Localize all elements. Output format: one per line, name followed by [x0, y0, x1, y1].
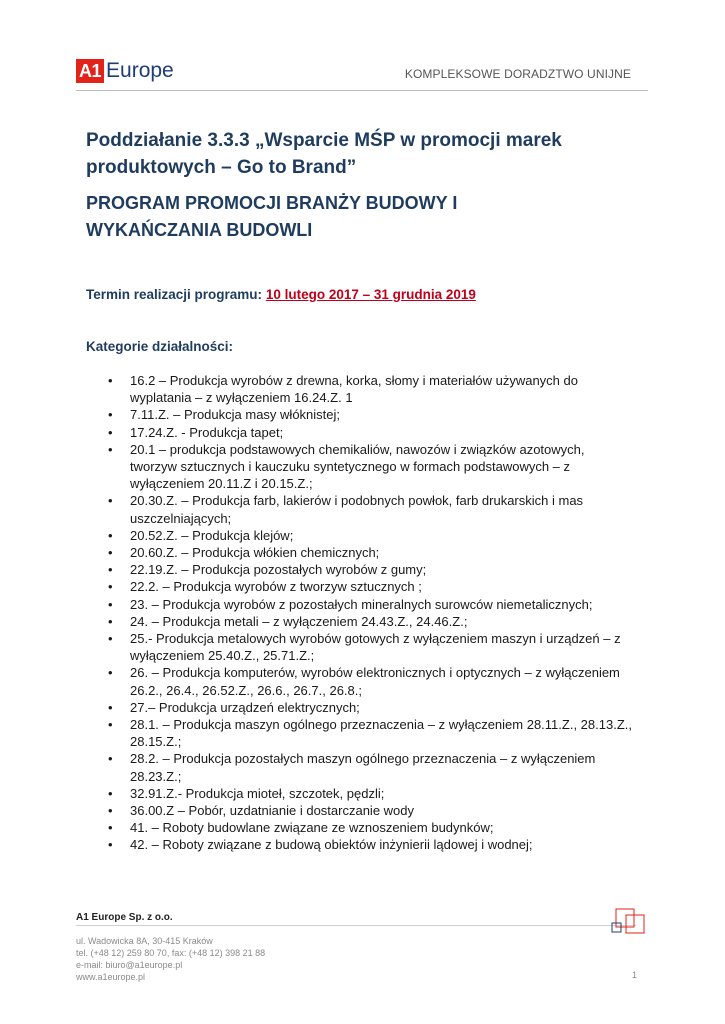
footer-squares-logo-icon [610, 907, 650, 937]
list-item: • 16.2 – Produkcja wyrobów z drewna, korka, słomy i materiałów używanych do wyplatania – z wyłączeniem 16.24.Z. 1 [130, 372, 635, 406]
list-item: • 7.11.Z. – Produkcja masy włóknistej; [130, 406, 635, 423]
logo-mark: A1 [76, 59, 104, 83]
term-dates: 10 lutego 2017 – 31 grudnia 2019 [265, 287, 476, 302]
categories-list [130, 372, 635, 854]
categories-heading: Kategorie działalności: [86, 339, 234, 354]
list-item: • 20.52.Z. – Produkcja klejów; [130, 527, 635, 544]
list-item: • 23. – Produkcja wyrobów z pozostałych mineralnych surowców niemetalicznych; [130, 596, 635, 613]
list-item: • 22.2. – Produkcja wyrobów z tworzyw sztucznych ; [130, 578, 635, 595]
header-divider [76, 90, 648, 91]
list-item: • 20.60.Z. – Produkcja włókien chemicznych; [130, 544, 635, 561]
program-term [86, 287, 476, 302]
list-item: • 25.- Produkcja metalowych wyrobów gotowych z wyłączeniem maszyn i urządzeń – z wyłączeniem 25.40.Z., 25.71.Z.; [130, 630, 635, 664]
list-item: • 28.1. – Produkcja maszyn ogólnego przeznaczenia – z wyłączeniem 28.11.Z., 28.13.Z., 28.15.Z.; [130, 716, 635, 750]
list-item: • 20.1 – produkcja podstawowych chemikaliów, nawozów i związków azotowych, tworzyw sztucznych i kauczuku syntetycznego w formach podstawowych – z wyłączeniem 20.11.Z i 20.15.Z.; [130, 441, 635, 493]
list-item: • 24. – Produkcja metali – z wyłączeniem 24.43.Z., 24.46.Z.; [130, 613, 635, 630]
footer-website[interactable]: www.a1europe.pl [76, 972, 146, 982]
term-label: Termin realizacji programu: [86, 287, 263, 302]
header-tagline: KOMPLEKSOWE DORADZTWO UNIJNE [404, 67, 631, 81]
list-item: • 32.91.Z.- Produkcja mioteł, szczotek, pędzli; [130, 785, 635, 802]
program-title [86, 190, 646, 244]
list-item: • 36.00.Z – Pobór, uzdatnianie i dostarczanie wody [130, 802, 635, 819]
footer-divider [76, 925, 636, 926]
list-item: • 26. – Produkcja komputerów, wyrobów elektronicznych i optycznych – z wyłączeniem 26.2., 26.4., 26.52.Z., 26.6., 26.7., 26.8.; [130, 664, 635, 698]
program-title-line-1: PROGRAM PROMOCJI BRANŻY BUDOWY I [86, 193, 458, 213]
company-logo [76, 59, 174, 83]
list-item: • 27.– Produkcja urządzeń elektrycznych; [130, 699, 635, 716]
footer-company-name: A1 Europe Sp. z o.o. [76, 912, 173, 923]
list-item: • 28.2. – Produkcja pozostałych maszyn ogólnego przeznaczenia – z wyłączeniem 28.23.Z.; [130, 750, 635, 784]
footer-contact [76, 935, 265, 983]
footer-email: e-mail: biuro@a1europe.pl [76, 960, 183, 970]
list-item: • 22.19.Z. – Produkcja pozostałych wyrobów z gumy; [130, 561, 635, 578]
page-number: 1 [632, 970, 638, 980]
list-item: • 17.24.Z. - Produkcja tapet; [130, 424, 635, 441]
program-title-line-2: WYKAŃCZANIA BUDOWLI [86, 220, 313, 240]
footer-address: ul. Wadowicka 8A, 30-415 Kraków [76, 936, 213, 946]
list-item: • 42. – Roboty związane z budową obiektów inżynierii lądowej i wodnej; [130, 836, 635, 853]
document-title: Poddziałanie 3.3.3 „Wsparcie MŚP w promocji marek produktowych – Go to Brand” [86, 130, 562, 178]
list-item: • 41. – Roboty budowlane związane ze wznoszeniem budynków; [130, 819, 635, 836]
footer-phone: tel. (+48 12) 259 80 70, fax: (+48 12) 398 21 88 [76, 948, 266, 958]
list-item: • 20.30.Z. – Produkcja farb, lakierów i podobnych powłok, farb drukarskich i mas uszczelniających; [130, 492, 635, 526]
logo-text: Europe [106, 59, 174, 82]
